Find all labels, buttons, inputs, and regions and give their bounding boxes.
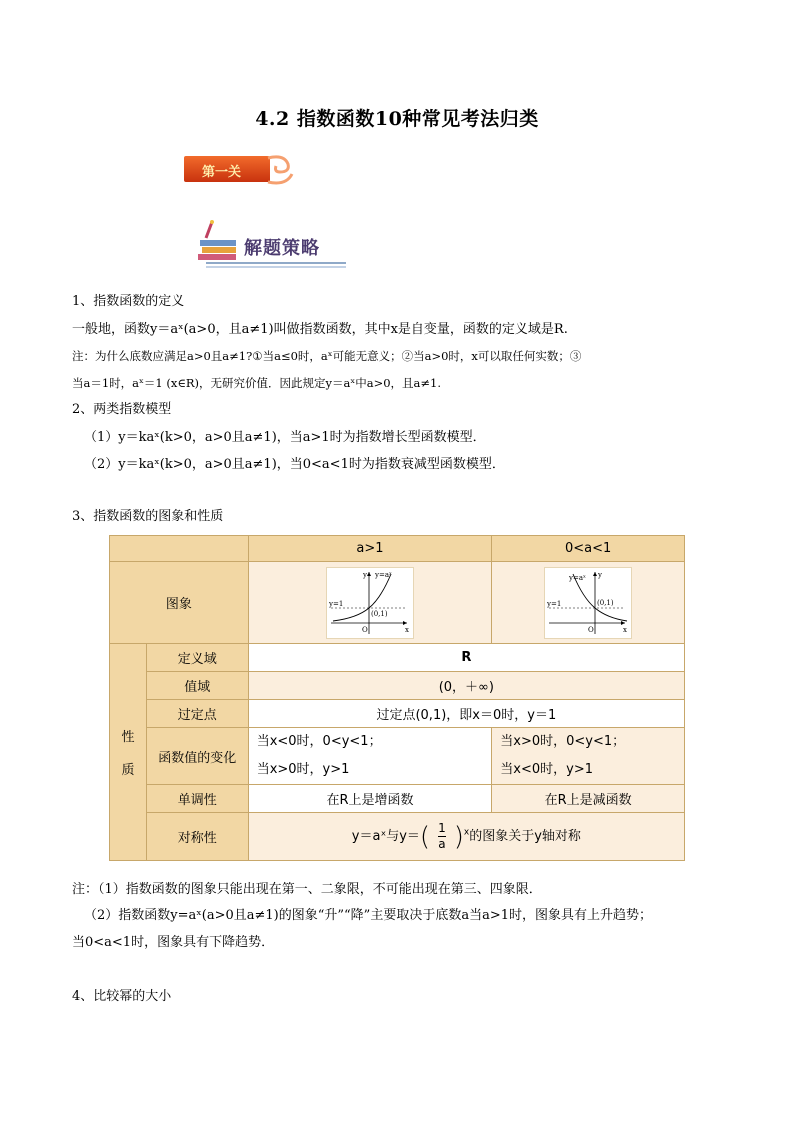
- graph-2-y1: y=1: [547, 599, 562, 608]
- page-title: 4.2 指数函数10种常见考法归类: [255, 108, 539, 130]
- graph-2-origin: O: [588, 625, 594, 634]
- note-1: 注：（1）指数函数的图象只能出现在第一、二象限，不可能出现在第三、四象限．: [72, 882, 542, 897]
- monotonicity-increasing: 在R上是增函数: [248, 785, 492, 813]
- properties-label-1: 性: [121, 730, 135, 745]
- fixed-point-value: 过定点(0,1)，即x＝0时，y＝1: [248, 700, 684, 728]
- graph-1-xaxis: x: [404, 625, 409, 634]
- value-change-decreasing-2: 当x<0时，y>1: [500, 762, 593, 777]
- value-change-decreasing-1: 当x>0时，0<y<1；: [500, 734, 626, 749]
- strategy-banner-label: 解题策略: [244, 238, 320, 259]
- graph-2-point: (0,1): [597, 598, 614, 607]
- graph-cell-decreasing: [492, 562, 685, 644]
- domain-value: R: [248, 644, 684, 672]
- header-a-between-0-1: 0<a<1: [492, 536, 685, 562]
- symmetry-frac-num: 1: [438, 821, 446, 835]
- graph-1-y1: y=1: [328, 599, 344, 608]
- section-2-model-2: （2）y＝kaˣ(k>0，a>0且a≠1)，当0<a<1时为指数衰减型函数模型．: [84, 457, 505, 472]
- section-2-heading: 2、两类指数模型: [72, 402, 172, 417]
- graph-2-yaxis: y: [598, 570, 603, 579]
- symmetry-frac-den: a: [438, 837, 446, 851]
- symmetry-label: 对称性: [146, 813, 248, 861]
- level-banner-label: 第一关: [202, 165, 242, 180]
- level-banner: [184, 152, 296, 188]
- symmetry-text-pre: y＝aˣ与y＝: [351, 829, 420, 844]
- value-change-increasing: [248, 728, 492, 785]
- properties-label: [110, 644, 147, 861]
- value-change-decreasing: [492, 728, 685, 785]
- increasing-exponential-graph: [326, 567, 414, 639]
- properties-label-2: 质: [121, 763, 135, 778]
- note-2: （2）指数函数y=aˣ(a>0且a≠1)的图象“升”“降”主要取决于底数a当a>1时，图象具有上升趋势；: [84, 908, 652, 923]
- graph-1-eq: y=aˣ: [374, 570, 392, 579]
- section-1-note: 注：为什么底数应满足a>0且a≠1?①当a≤0时，aˣ可能无意义；②当a>0时，x可以取任何实数；③: [72, 349, 582, 363]
- section-1-note-cont: 当a＝1时，aˣ＝1 (x∈R)，无研究价值．因此规定y＝aˣ中a>0，且a≠1.: [72, 376, 442, 390]
- decreasing-exponential-graph: [544, 567, 632, 639]
- range-label: 值域: [146, 672, 248, 700]
- value-change-increasing-2: 当x>0时，y>1: [256, 762, 350, 777]
- header-a-greater-1: a>1: [248, 536, 492, 562]
- section-1-heading: 1、指数函数的定义: [72, 294, 185, 309]
- strategy-banner: [196, 218, 346, 270]
- graph-1-origin: O: [361, 625, 368, 634]
- section-4-heading: 4、比较幂的大小: [72, 989, 172, 1004]
- note-2-cont: 当0<a<1时，图象具有下降趋势．: [72, 935, 275, 950]
- value-change-label: 函数值的变化: [146, 728, 248, 785]
- properties-table: [109, 535, 685, 861]
- section-1-definition: 一般地，函数y＝aˣ(a>0，且a≠1)叫做指数函数，其中x是自变量，函数的定义域是R.: [72, 322, 568, 337]
- monotonicity-label: 单调性: [146, 785, 248, 813]
- section-2-model-1: （1）y＝kaˣ(k>0，a>0且a≠1)，当a>1时为指数增长型函数模型．: [84, 430, 486, 445]
- table-corner: [110, 536, 249, 562]
- section-3-heading: 3、指数函数的图象和性质: [72, 509, 224, 524]
- graph-row-label: 图象: [110, 562, 249, 644]
- graph-1-point: (0,1): [370, 609, 388, 618]
- range-value: (0，＋∞): [248, 672, 684, 700]
- graph-2-xaxis: x: [623, 625, 628, 634]
- monotonicity-decreasing: 在R上是减函数: [492, 785, 685, 813]
- fixed-point-label: 过定点: [146, 700, 248, 728]
- symmetry-value: y＝aˣ与y＝( $\frac{1}{a}$ )$^x$的图象关于y轴对称: [248, 813, 684, 861]
- graph-2-eq: y=aˣ: [569, 573, 587, 582]
- graph-1-yaxis: y: [362, 570, 367, 579]
- graph-cell-increasing: [248, 562, 492, 644]
- value-change-increasing-1: 当x<0时，0<y<1；: [256, 734, 382, 749]
- symmetry-text-post: 的图象关于y轴对称: [469, 829, 581, 844]
- domain-label: 定义域: [146, 644, 248, 672]
